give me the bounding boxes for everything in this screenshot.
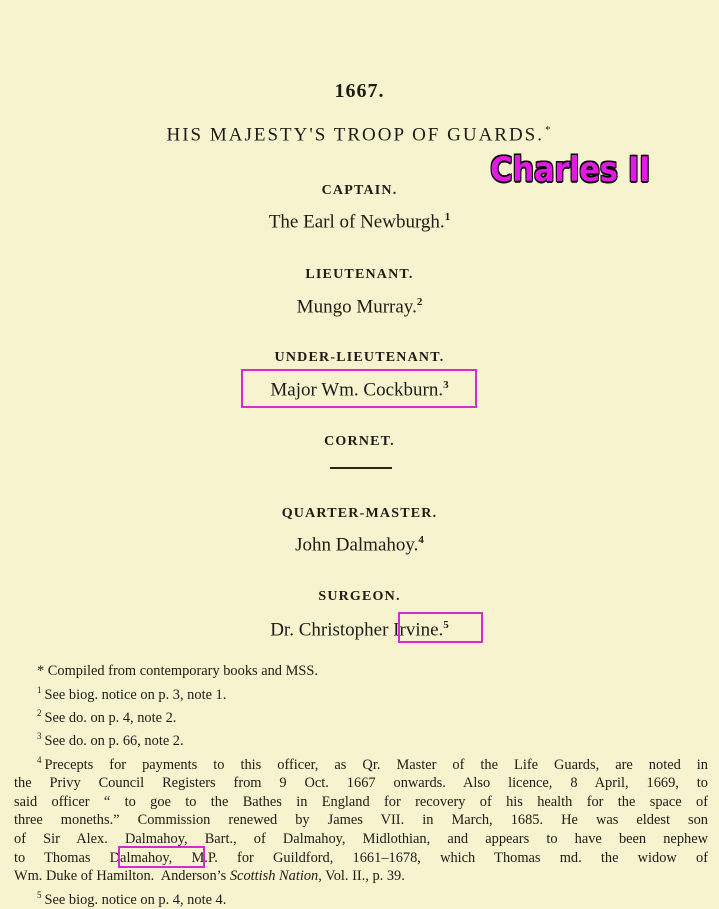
section-quarter-master-label: QUARTER-MASTER. [281,506,438,521]
charles-ii-overlay-label: Charles II [490,150,650,190]
highlight-box-hamilton [118,846,205,868]
footnote-3: $^3$ See do. on p. 66, note 2. [37,731,184,750]
quarter-master-name-text: John Dalmahoy. [295,534,419,556]
footnote-star: * Compiled from contemporary books and MSS. [37,663,318,679]
footnote-4-line-5: of Sir Alex. Dalmahoy, Bart., of Dalmahoy, Midlothian, and appears to have been nephew [14,830,708,847]
surgeon-name-prefix: Dr. Christopher [270,619,394,641]
page-year: 1667. [334,80,385,102]
book-title-italic: Scottish Nation [229,868,319,885]
captain-name [0,211,719,233]
footnote-4-line-6: to Thomas Dalmahoy, M.P. for Guildford, 1661–1678, which Thomas md. the widow of [14,849,708,866]
lieutenant-name [0,296,719,318]
footnote-4-line-2: the Privy Council Registers from 9 Oct. 1667 onwards. Also licence, 8 April, 1669, to [14,775,708,792]
cornet-vacant-rule [330,467,392,469]
footnote-ref-2: 2 [416,296,423,308]
footnote-ref-1: 1 [444,211,451,223]
heading-footnote-mark: * [545,124,553,136]
surgeon-name-boxed: Irvine. [393,619,444,641]
section-under-lieutenant-label: UNDER-LIEUTENANT. [274,350,445,365]
footnotes [14,662,708,909]
footnote-ref-4: 4 [418,534,424,546]
section-captain-label: CAPTAIN. [321,183,398,198]
footnote-ref-5: 5 [443,619,449,631]
highlight-box-cockburn [241,369,477,408]
section-cornet-label: CORNET. [324,434,395,449]
section-lieutenant-label: LIEUTENANT. [305,267,414,282]
under-lieutenant-name-text: Major Wm. Cockburn. [270,379,444,401]
hamilton-boxed-text: Hamilton. [96,868,155,885]
lieutenant-name-text: Mungo Murray. [296,296,417,318]
footnote-5: $^5$ See biog. notice on p. 4, note 4. [37,889,227,908]
captain-name-text: The Earl of Newburgh. [268,211,445,233]
footnote-1: $^1$ See biog. notice on p. 3, note 1. [37,684,227,703]
footnote-4-line-1: $^4$ Precepts for payments to this officer, as Qr. Master of the Life Guards, are noted in [37,754,708,773]
footnote-2: $^2$ See do. on p. 4, note 2. [37,707,177,726]
footnote-4-line-7: Wm. Duke of Hamilton. Anderson’s Scottish Nation, Vol. II., p. 39. [14,868,405,885]
section-surgeon-label: SURGEON. [318,589,401,604]
heading-text: HIS MAJESTY'S TROOP OF GUARDS. [166,124,545,146]
highlight-box-irvine [398,612,483,643]
quarter-master-name [0,534,719,556]
surgeon-name [0,619,719,641]
footnote-4-line-3: said officer “ to goe to the Bathes in England for recovery of his health for the space of [14,793,708,810]
page-heading [0,124,719,146]
footnote-ref-3: 3 [443,379,449,391]
footnote-4-line-4: three moneths.” Commission renewed by James VII. in March, 1685. He was eldest son [14,812,708,829]
